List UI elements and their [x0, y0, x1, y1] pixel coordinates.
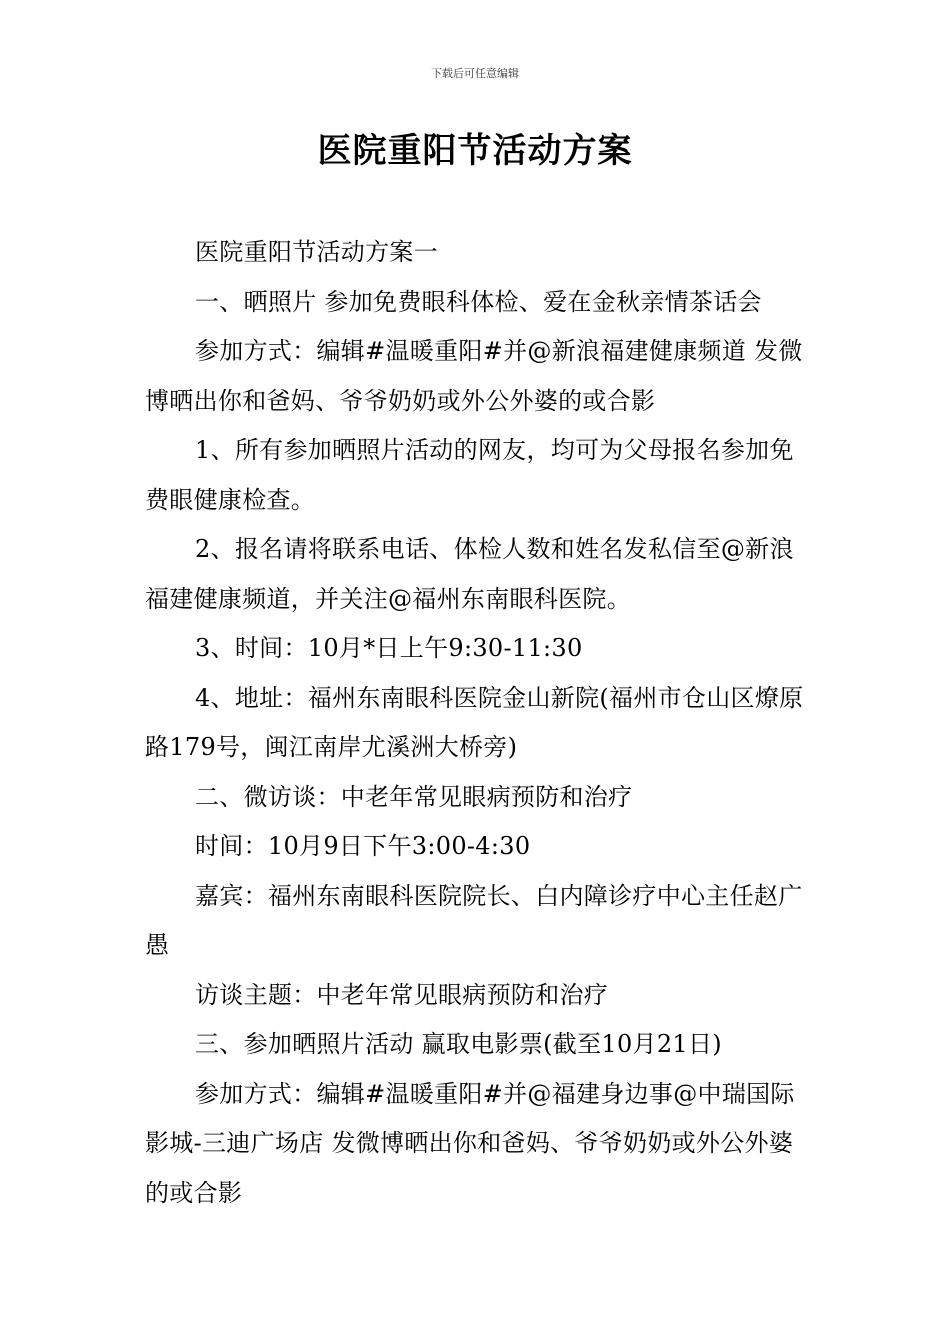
paragraph-interview-time: 时间：10月9日下午3:00-4:30: [195, 832, 531, 860]
paragraph-rule-2: 2、报名请将联系电话、体检人数和姓名发私信至@新浪福建健康频道，并关注@福州东南眼科医院。: [145, 535, 794, 613]
paragraph-item-two: 二、微访谈：中老年常见眼病预防和治疗: [195, 782, 633, 811]
paragraph-participation-1: 参加方式：编辑#温暖重阳#并@新浪福建健康频道 发微博晒出你和爸妈、爷爷奶奶或外公外婆的或合影: [145, 337, 803, 415]
paragraph-rule-1: 1、所有参加晒照片活动的网友，均可为父母报名参加免费眼健康检查。: [145, 436, 794, 514]
document-body: [145, 228, 810, 1218]
header-note: 下载后可任意编辑: [431, 67, 519, 80]
paragraph-item-one: 一、晒照片 参加免费眼科体检、爱在金秋亲情茶话会: [195, 287, 762, 316]
paragraph-participation-2: 参加方式：编辑#温暖重阳#并@福建身边事@中瑞国际影城-三迪广场店 发微博晒出你和爸妈、爷爷奶奶或外公外婆的或合影: [145, 1079, 795, 1207]
document-title: 医院重阳节活动方案: [317, 131, 633, 171]
paragraph-section-title: 医院重阳节活动方案一: [195, 238, 438, 266]
paragraph-item-three: 三、参加晒照片活动 赢取电影票(截至10月21日): [195, 1030, 722, 1058]
paragraph-guest: 嘉宾：福州东南眼科医院院长、白内障诊疗中心主任赵广愚: [145, 881, 803, 959]
paragraph-interview-topic: 访谈主题：中老年常见眼病预防和治疗: [195, 980, 609, 1009]
paragraph-rule-4-address: 4、地址：福州东南眼科医院金山新院(福州市仓山区燎原路179号，闽江南岸尤溪洲大桥旁): [145, 683, 804, 761]
paragraph-rule-3-time: 3、时间：10月*日上午9:30-11:30: [195, 634, 583, 662]
